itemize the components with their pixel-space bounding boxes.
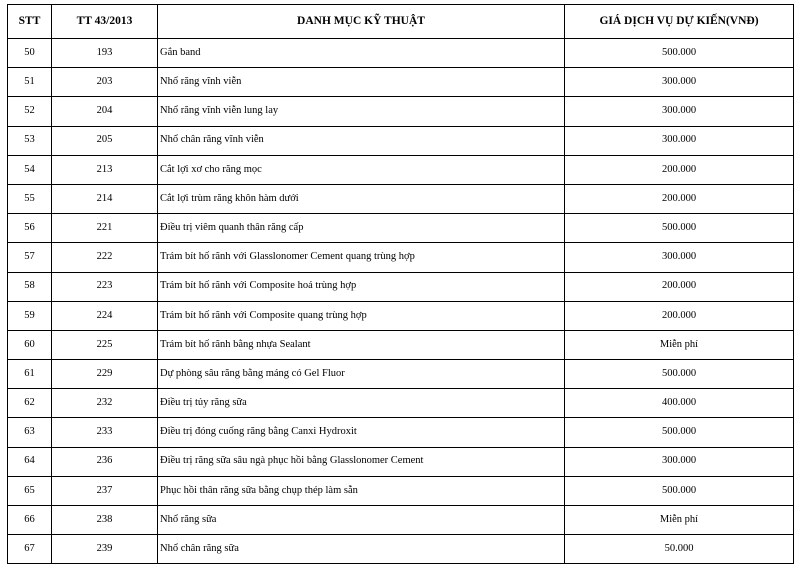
table-row: [8, 535, 794, 564]
cell-price: 500.000: [565, 214, 794, 243]
cell-name: Gắn band: [158, 39, 565, 68]
cell-price: 500.000: [565, 39, 794, 68]
table-row: [8, 476, 794, 505]
cell-tt: 204: [52, 97, 158, 126]
cell-name: Trám bít hố rãnh với Composite quang trùng hợp: [158, 301, 565, 330]
cell-tt: 224: [52, 301, 158, 330]
cell-name: Trám bít hố rãnh với Composite hoá trùng hợp: [158, 272, 565, 301]
cell-name: Điều trị đóng cuống răng bằng Canxi Hydroxit: [158, 418, 565, 447]
table-row: [8, 360, 794, 389]
cell-stt: 65: [8, 476, 52, 505]
table-row: [8, 447, 794, 476]
cell-tt: 232: [52, 389, 158, 418]
cell-stt: 64: [8, 447, 52, 476]
cell-tt: 236: [52, 447, 158, 476]
cell-price: Miễn phí: [565, 330, 794, 359]
cell-name: Nhổ răng vĩnh viễn: [158, 68, 565, 97]
header-stt: STT: [8, 5, 52, 39]
cell-name: Trám bít hố rãnh bằng nhựa Sealant: [158, 330, 565, 359]
cell-stt: 63: [8, 418, 52, 447]
table-header: [8, 5, 794, 39]
cell-price: 200.000: [565, 184, 794, 213]
cell-tt: 213: [52, 155, 158, 184]
cell-name: Cắt lợi xơ cho răng mọc: [158, 155, 565, 184]
table-row: [8, 68, 794, 97]
cell-tt: 238: [52, 506, 158, 535]
cell-price: Miễn phí: [565, 506, 794, 535]
cell-price: 300.000: [565, 97, 794, 126]
table-body: [8, 39, 794, 564]
table-row: [8, 214, 794, 243]
cell-name: Điều trị tủy răng sữa: [158, 389, 565, 418]
table-row: [8, 39, 794, 68]
table-row: [8, 243, 794, 272]
cell-price: 300.000: [565, 243, 794, 272]
cell-stt: 61: [8, 360, 52, 389]
cell-tt: 237: [52, 476, 158, 505]
cell-price: 200.000: [565, 272, 794, 301]
table-row: [8, 97, 794, 126]
cell-stt: 59: [8, 301, 52, 330]
cell-stt: 58: [8, 272, 52, 301]
cell-name: Nhổ răng sữa: [158, 506, 565, 535]
cell-tt: 233: [52, 418, 158, 447]
cell-price: 400.000: [565, 389, 794, 418]
cell-tt: 229: [52, 360, 158, 389]
cell-name: Điều trị răng sữa sâu ngà phục hồi bằng Glasslonomer Cement: [158, 447, 565, 476]
cell-name: Nhổ chân răng vĩnh viễn: [158, 126, 565, 155]
table-row: [8, 301, 794, 330]
cell-stt: 56: [8, 214, 52, 243]
header-tt: TT 43/2013: [52, 5, 158, 39]
table-row: [8, 418, 794, 447]
cell-stt: 62: [8, 389, 52, 418]
cell-tt: 239: [52, 535, 158, 564]
table-row: [8, 330, 794, 359]
cell-price: 500.000: [565, 476, 794, 505]
cell-stt: 51: [8, 68, 52, 97]
cell-price: 300.000: [565, 68, 794, 97]
price-table: [7, 4, 794, 564]
cell-price: 300.000: [565, 126, 794, 155]
cell-tt: 225: [52, 330, 158, 359]
cell-price: 50.000: [565, 535, 794, 564]
table-row: [8, 126, 794, 155]
cell-stt: 67: [8, 535, 52, 564]
cell-tt: 222: [52, 243, 158, 272]
cell-stt: 54: [8, 155, 52, 184]
cell-tt: 214: [52, 184, 158, 213]
cell-price: 500.000: [565, 360, 794, 389]
table-row: [8, 389, 794, 418]
cell-tt: 193: [52, 39, 158, 68]
cell-price: 300.000: [565, 447, 794, 476]
cell-tt: 203: [52, 68, 158, 97]
cell-name: Điều trị viêm quanh thân răng cấp: [158, 214, 565, 243]
header-row: [8, 5, 794, 39]
cell-stt: 52: [8, 97, 52, 126]
cell-name: Nhổ răng vĩnh viễn lung lay: [158, 97, 565, 126]
table-row: [8, 272, 794, 301]
cell-name: Phục hồi thân răng sữa bằng chụp thép làm sẵn: [158, 476, 565, 505]
cell-tt: 221: [52, 214, 158, 243]
cell-stt: 50: [8, 39, 52, 68]
cell-name: Nhổ chân răng sữa: [158, 535, 565, 564]
cell-price: 500.000: [565, 418, 794, 447]
cell-tt: 205: [52, 126, 158, 155]
cell-tt: 223: [52, 272, 158, 301]
cell-price: 200.000: [565, 155, 794, 184]
cell-stt: 53: [8, 126, 52, 155]
cell-name: Dự phòng sâu răng bằng máng có Gel Fluor: [158, 360, 565, 389]
cell-name: Cắt lợi trùm răng khôn hàm dưới: [158, 184, 565, 213]
header-name: DANH MỤC KỸ THUẬT: [158, 5, 565, 39]
cell-price: 200.000: [565, 301, 794, 330]
table-row: [8, 506, 794, 535]
header-price: GIÁ DỊCH VỤ DỰ KIẾN(VNĐ): [565, 5, 794, 39]
cell-name: Trám bít hố rãnh với Glasslonomer Cement quang trùng hợp: [158, 243, 565, 272]
table-row: [8, 155, 794, 184]
cell-stt: 57: [8, 243, 52, 272]
cell-stt: 60: [8, 330, 52, 359]
cell-stt: 66: [8, 506, 52, 535]
table-row: [8, 184, 794, 213]
cell-stt: 55: [8, 184, 52, 213]
